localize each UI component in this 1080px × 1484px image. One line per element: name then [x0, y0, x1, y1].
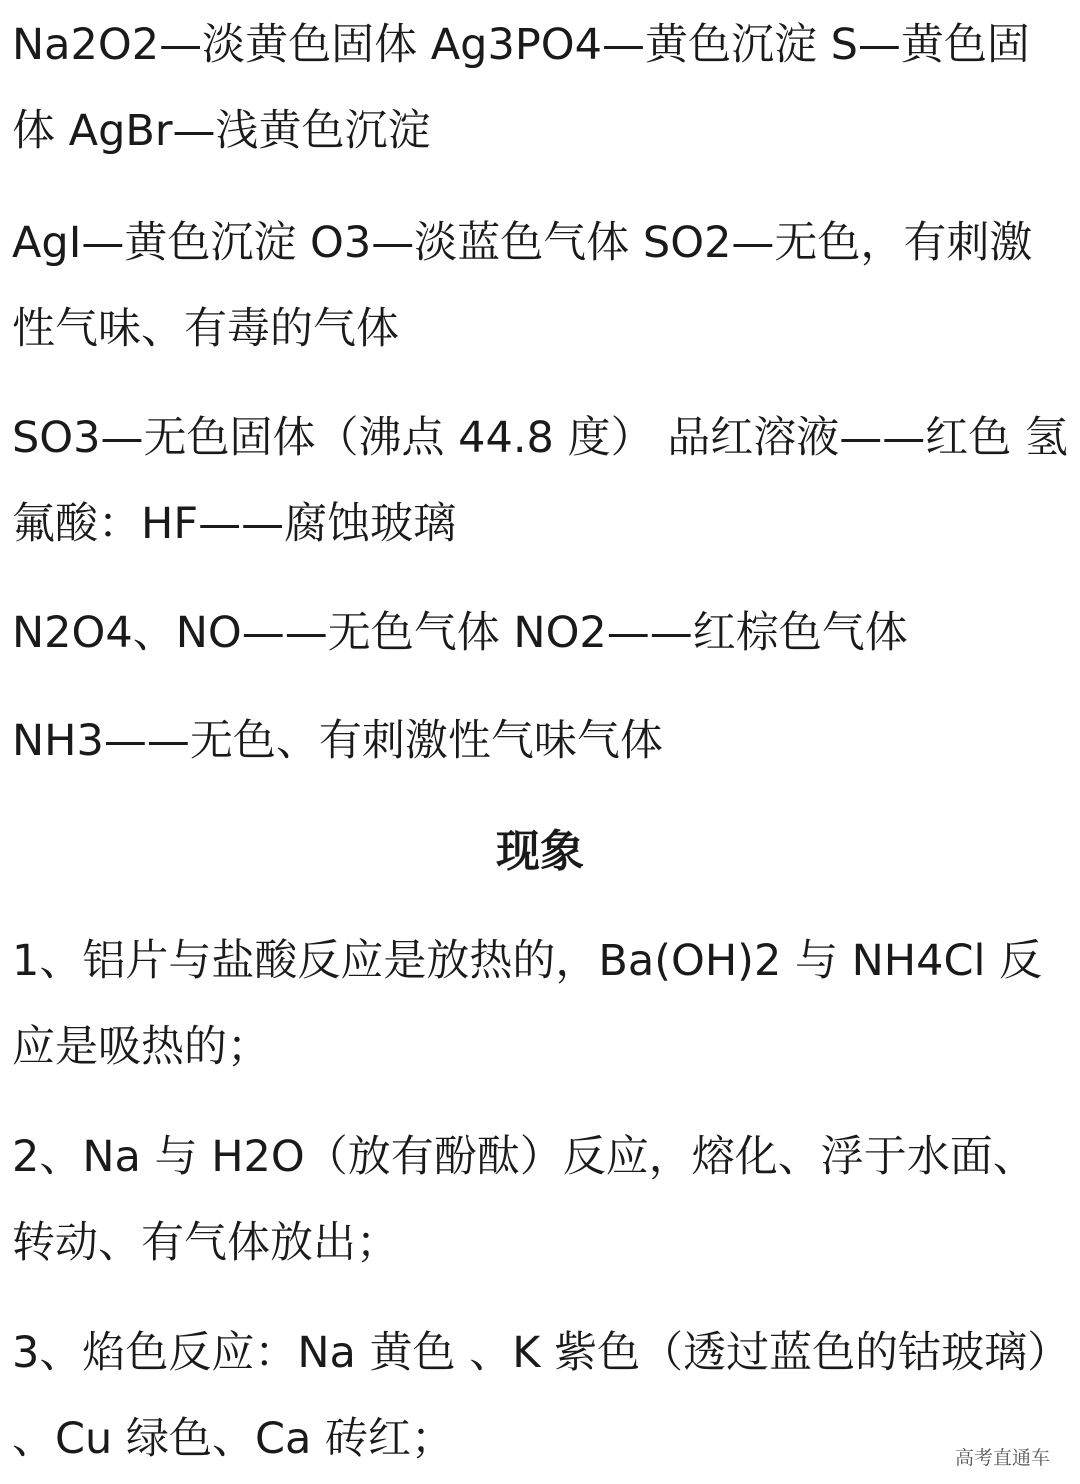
paragraph-colors-5: NH3——无色、有刺激性气味气体 — [12, 716, 663, 766]
paragraph-colors-4: N2O4、NO——无色气体 NO2——红棕色气体 — [12, 608, 908, 658]
paragraph-colors-2: AgI—黄色沉淀 O3—淡蓝色气体 SO2—无色，有刺激性气味、有毒的气体 — [12, 218, 1033, 354]
phenomenon-2: 2、Na 与 H2O（放有酚酞）反应，熔化、浮于水面、转动、有气体放出； — [12, 1132, 1036, 1268]
paragraph-colors-3: SO3—无色固体（沸点 44.8 度） 品红溶液——红色 氢氟酸：HF——腐蚀玻璃 — [12, 413, 1068, 549]
section-title: 现象 — [496, 826, 584, 877]
watermark-text: 高考直通车 — [954, 1447, 1050, 1469]
paragraph-colors-1: Na2O2—淡黄色固体 Ag3PO4—黄色沉淀 S—黄色固体 AgBr—浅黄色沉淀 — [12, 20, 1030, 156]
phenomenon-1: 1、铝片与盐酸反应是放热的，Ba(OH)2 与 NH4Cl 反应是吸热的； — [12, 936, 1043, 1072]
phenomenon-3: 3、焰色反应：Na 黄色 、K 紫色（透过蓝色的钴玻璃） 、Cu 绿色、Ca 砖红； — [12, 1328, 1071, 1464]
